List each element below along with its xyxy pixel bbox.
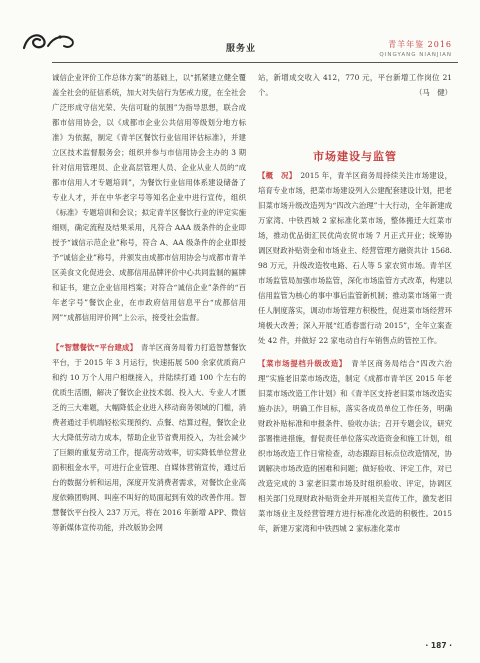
yearbook-logo-icon	[20, 28, 80, 54]
right-column	[258, 70, 452, 100]
header-rule	[52, 62, 458, 63]
smart-dining-text: 青羊区商务局着力打造智慧餐饮平台，于 2015 年 3 月运行，快速拓展 500 余家优质商户和约 10 万个人用户相继接入，并陆续打通 100 个左右的优质生活圈，解决了餐饮企业技术弱、投入大、专业人才匮乏的三大难题，大幅降低企业进入移动商务领域的门槛，消费者通过手机端轻松实现预约、点餐、结算过程，餐饮企业大大降低劳动力成本，帮助企业节省费用投入，为社会减少了巨额的重复劳动工作，提高劳动效率，切实降低单位营业面积租金水平，可进行企业管理、自媒体营销宣传，通过后台的数据分析和运用，深度开发消费者需求，对餐饮企业高度依赖团购网、叫座不叫好的局面起到有效的改善作用。智慧餐饮平台投入 237 万元，将在 2016 年新增 APP、微信等新媒体宣传功能，并改版协会网	[52, 343, 246, 532]
yearbook-title: 青羊年鉴 2016	[388, 40, 452, 49]
paragraph-overview: 【概 况】 2015 年，青羊区商务局持续关注市场建设，培育专业市场，把菜市场建设列入公建配套建设计划，把老旧菜市场升级改造列为“四改六治理”十大行动，全年新建成万家湾、中铁西城 2 家标准化菜市场，整体搬迁大红菜市场，推动优品街汇民优尚农贸市场 7 月正式开业；统筹协调区财政补贴资金和市场业主、经营管理方融资共计 1568. 98 万元，升级改造牧电路、石人等 5 家农贸市场。青羊区市场监管局加强市场监管，深化市场监管方式改革，构建以信用监管为核心的事中事后监管新机制；推动菜市场第一责任人制度落实，调动市场管理方积极性，促进菜市场经营环境极大改善；深入开展“红盾春雷行动 2015”，全年立案查处 42 件，并做好 22 家电动自行车销售点的管控工作。	[258, 171, 452, 345]
author-credit: （马 健）	[415, 88, 452, 97]
page-number: · 187 ·	[425, 641, 452, 650]
left-column	[52, 70, 246, 535]
right-column-lower	[258, 168, 452, 536]
tag-market-renovation: 【菜市场提档升级改造】	[258, 359, 344, 368]
paragraph-credit-evaluation: 诚信企业评价工作总体方案”的基础上，以“抓紧建立健全覆盖全社会的征信系统，加大对失信行为惩戒力度，在全社会广泛形成守信光荣、失信可耻的氛围”为指导思想，联合成都市信用协会，以《成都市企业公共信用等级划分地方标准》为依据，制定《青羊区餐饮行业信用评估标准》，并建立区技术监督服务会；组织并参与市信用协会主办的 3 期针对信用管理员、企业高层管理人员、企业从业人员的“成都市信用人才专题培训”，为餐饮行业信用体系建设储备了专业人才，并在中华老字号等知名企业中进行宣传，组织《标准》专题培训和会议；拟定青羊区餐饮行业的评定实施细则，确定流程及结果采用，凡符合 AAA 级条件的企业即授予“诚信示范企业”称号，符合 A、AA 级条件的企业即授予“诚信企业”称号，并颁发由成都市信用协会与成都市青羊区美食文化促进会、成都信用品牌评价中心共同监制的匾牌和证书，建立企业信用档案；对符合“诚信企业”条件的“百年老字号”餐饮企业，在市政府信用信息平台“成都信用网”“成都信用评价网”上公示，接受社会监督。	[52, 73, 246, 322]
section-title: 服务业	[226, 44, 257, 54]
paragraph-continuation: 站，新增成交收入 412，770 元，平台新增工作岗位 21 个。 （马 健）	[258, 70, 452, 100]
yearbook-subtitle: QINGYANG NIANJIAN	[379, 52, 452, 58]
paragraph-market-renovation: 【菜市场提档升级改造】 青羊区商务局结合“四改六治理”实施老旧菜市场改造，制定《成都市青羊区 2015 年老旧菜市场改造工作计划》和《青羊区支持老旧菜市场改造实施办法》，明确工作目标，落实各成员单位工作任务，明确财政补贴标准和申报条件、验收办法；召开专题会议，研究部署推进措施，督促责任单位落实改造资金和施工计划，组织市场改造工作日常检查，动态跟踪目标点位改造情况，协调解决市场改造的困难和问题；做好验收、评定工作，对已改造完成的 3 家老旧菜市场及时组织验收、评定，协调区相关部门兑现财政补贴资金并开展相关宣传工作，激发老旧菜市场业主及经营管理方进行标准化改造的积极性。2015 年，新建万家湾和中铁西城 2 家标准化菜市	[258, 359, 452, 533]
tag-smart-dining: 【“智慧餐饮”平台建成】	[52, 343, 134, 352]
section-heading: 市场建设与监管	[313, 150, 397, 163]
paragraph-smart-dining	[52, 340, 246, 535]
tag-overview: 【概 况】	[258, 171, 293, 180]
